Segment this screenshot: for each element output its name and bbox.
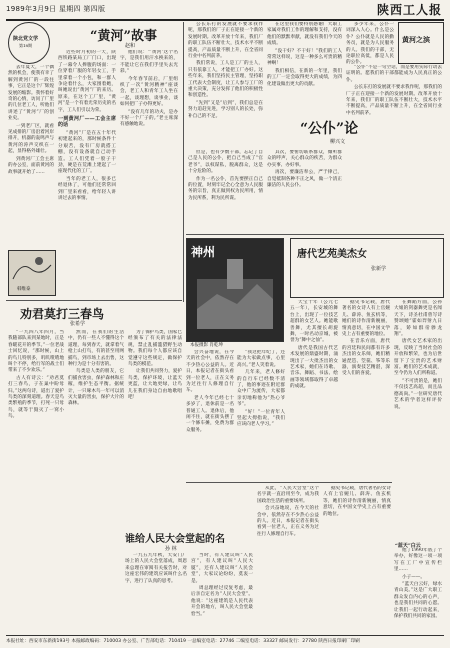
paragraph: 当时，有人建议叫“人民宫”，有人建议叫“人民大厦”，还有人建议叫“人民会堂”，大家议论纷纷，莫衷一是。	[191, 553, 253, 584]
paragraph: 据史书记载，唐代著名的女诗人有上官婉儿、薛涛、鱼玄机等，她们的诗作清新婉丽，情真意切，在中国文学史上占有重要的地位。	[323, 486, 391, 517]
paragraph: “公仆”不是一句空话，而是要用实际行动去证明的。愿我们的干部都能成为人民真正的公仆。	[346, 65, 442, 83]
birds-title: 劝君莫打三春鸟	[20, 307, 105, 321]
paragraph: 当年的老工人，很多已经退休了，可他们还常常回到厂里来看看，给年轻人讲讲过去的事情。	[58, 176, 116, 201]
paragraph: 唐代是我国古代艺术发展的鼎盛时期，涌现出了一大批杰出的女艺术家，她们在诗歌、音乐、舞蹈、书法、绘画等领域都取得了卓越的成就。	[290, 345, 338, 390]
paragraph: 我们常说，工人是工厂的主人，只有依靠工人，才能把工厂办好。这些年来，我们坚持民主管理，坚持职工代表大会制度，让工人参与工厂的重大决策，充分发挥了他们的积极性和创造性。	[188, 61, 263, 99]
paragraph: “蓝天白云好，绿水青山美。”这是广大职工群众发自内心的心声，也是我们共同的心愿。让我们一起行动起来，保护我们共同的家园。	[394, 582, 442, 620]
paragraph: 会兴奋地说，在今天的社会中，依然存在不少热心公益的人。近日，本报记者在街头看到一位老人，正在义务为过往行人修理自行车。	[186, 350, 234, 394]
yellow-river-title: “黄河”故事	[90, 29, 157, 44]
paragraph: 到黄河厂工会主席的办公室，面前黄河的故事就开始了……	[8, 156, 54, 175]
paragraph: 我们相信，在新的一年里，我们的工厂一定会取得更大的成绩，为四化建设做出更大的贡献。	[267, 68, 342, 87]
paragraph: 其次，要密切联系群众，倾听群众的呼声，关心群众的疾苦，为群众办实事、办好事。	[267, 150, 342, 168]
paragraph: 在这里我们要特别感谢广大职工家属对我们工作的理解和支持，没有他们的默默奉献，就没有我们今天的成绩。	[267, 22, 342, 47]
illustration	[8, 250, 56, 296]
paragraph: 唐代女艺术家的出现，反映了当时社会的开放和繁荣，也为后世留下了宝贵的艺术财富。她们的艺术成就，至今仍为人们所称道。	[394, 339, 442, 377]
tang-title: 唐代艺苑美杰女	[297, 249, 367, 260]
paragraph: 公长东打的发展就不要求我作呢，那我们的厂子正在迎接一个新的发展时期。改革开放十年来，我们厂的职工队伍不断壮大，技术水平不断提高，产品质量不断上升，在全省同行业中名列前茅。	[188, 22, 263, 60]
gongpu-body-1	[188, 150, 263, 230]
paragraph: “我这把年纪了，还能为大家做点事，心里高兴。”老人笑着说。	[237, 350, 285, 368]
column-badge-label: 陕北党文学	[13, 36, 39, 42]
hall-title: 谁给人民大会堂起的名	[125, 534, 225, 545]
paragraph: 在舞蹈方面，公孙大娘的剑器舞更是名闻天下，诗圣杜甫曾写诗赞颂她“霍如羿射九日落，矫如群帝骖龙翔”。	[394, 300, 442, 338]
paragraph: 再次，要廉洁奉公，严于律己，自觉抵制各种不正之风，做一个清正廉洁的人民公仆。	[267, 170, 342, 189]
paragraph: 去年夏天，一个偶然的机会，使我有幸了解到黄河厂的一段往事，它正是这个厂辉煌发展的缩影。我怀着好奇的心情，访问了厂里的几位老工人，听他们讲述了“黄河”厂的创业史。	[8, 65, 54, 122]
hall-body-4	[323, 486, 391, 631]
paragraph: 周总理经过反复考虑，最后亲自定名为“人民大会堂”。他说：“这座建筑是人民代表开会的地方，叫人民大会堂最恰当。”	[191, 586, 253, 617]
paragraph: 几年来，老人修好的自行车已经数不清了，他的事迹在附近群众中广为流传，大家都亲切地称他为“热心爷爷”。	[237, 370, 285, 408]
right-top-body-2	[267, 22, 342, 117]
section-divider	[186, 482, 392, 483]
issue-date: 1989年3月9日 星期四 第四版	[6, 5, 106, 13]
tang-body-1	[290, 300, 338, 480]
birds-author: 张希学	[70, 321, 86, 327]
hall-body-1	[125, 553, 187, 631]
photo-caption: 本报摄影 肖乾坤	[190, 343, 223, 348]
paragraph: “好！”一位青年人竖起大拇指说，“我们应该向老人学习。”	[237, 409, 285, 428]
birds-body-2	[68, 330, 124, 525]
paragraph: 一九五九年秋，天安门广场上的人民大会堂落成，周恩来总理在审阅有关报告时，对这座宏伟的建筑应该叫什么名字，进行了认真的思考。	[125, 553, 187, 584]
photo-title: 神州	[191, 245, 216, 259]
paragraph: 小子——。	[402, 574, 425, 580]
paragraph: 老人今年已经七十多岁了，退休前是一名普通工人。退休后，他闲不住，就在街头摆了一个修车摊，免费为群众服务。	[186, 395, 234, 433]
illustration-drawing	[9, 251, 55, 285]
tang-header-box	[290, 238, 444, 298]
photo-image	[187, 239, 283, 341]
yellow-river-body-mid	[58, 50, 116, 290]
paragraph: 他了1990年底了个举办，好像这一项一项写在工厂中宣传栏里……	[394, 548, 442, 573]
gongpu-author: 柳兴文	[330, 139, 346, 145]
paragraph: “没有几年的功夫，是办不好一个厂子的。”老主席深有感触地说。	[120, 109, 178, 128]
paragraph: 他们说：“‘黄河’这个名字，是我们用汗水换来的，不能让它在我们手里失去光彩。”	[120, 50, 178, 75]
gongpu-title: “公仆”论	[300, 121, 359, 137]
paragraph: 今年春节前后，厂里组织了一次“黄河精神”座谈会，老工人和青年工人坐在一起，谈理想，谈事业，谈如何把厂子办得更好。	[120, 76, 178, 108]
gongpu-body-3	[346, 65, 442, 230]
kicker-label: 黄河之滨	[402, 35, 430, 44]
paragraph: 据史书记载，唐代著名的女诗人有上官婉儿、薛涛、鱼玄机等，她们的诗作清新婉丽，情真意切，在中国文学史上占有重要的地位。	[342, 300, 390, 338]
bottom-right-title: “蓝天”白云	[395, 543, 421, 549]
section-divider	[6, 300, 182, 301]
page-header	[6, 3, 444, 21]
photo-body-2	[237, 350, 285, 478]
paragraph: 为了保护鸟类，国家已经颁布了有关的法律法规，禁止乱捕滥猎野生动物。我们每个人都应该自觉遵守这些规定，做保护鸟类的模范。	[128, 330, 182, 368]
hall-body-3	[257, 486, 319, 631]
column-divider	[183, 22, 184, 302]
paragraph: 然而，在我们的生活中，仍有一些人不懂得这个道理，每到春天，就拿着气枪上山打鸟，有的甚至用网捕鸟，到市场上去出售，这种行为是十分有害的。	[68, 330, 124, 368]
right-top-body-1	[188, 22, 263, 147]
paragraph: “一九四八年四月，当我随部队来到某地时，正是春暖花开的季节。”一位老战士回忆说，“那时候，山上的鸟儿特别多，叽叽喳喳地叫个不停，给行军的战士们带来了不少欢乐。”	[8, 330, 64, 374]
photo-feature	[186, 238, 284, 342]
paragraph: 在音乐方面，唐代的宫廷和民间都有许多杰出的女乐师，她们精通琵琶、箜篌、筝等乐器，演奏技艺精湛，深受人们的喜爱。	[342, 339, 390, 377]
hall-body-2	[191, 553, 253, 631]
paragraph: 让我们共同努力，爱护鸟类，保护环境，让蓝天更蓝，让大地更绿，让鸟儿在我们身边自由地歌唱吧！	[128, 369, 182, 401]
page-footer: 本报社址：西安市东新街193号 本报邮政编码：710003 办公室、广告部电话：710419 一总编室电话：27746 二编室电话：33327 邮局发行：27780 陕西日报印刷厂印刷	[6, 635, 444, 644]
paragraph: 近些时月初的一天，陕西铁路某局工厂门口，出现了一幕令人捧腹的场面：一位穿着厂服的年轻女工，手里拿着一个小包，和一群人争论着什么，大家围着她，叫她说出“黄河”厂的来历。原来，在这个工厂里，“黄河”是一个有着光荣历史的名字，工人们引以为荣。	[58, 50, 116, 113]
yellow-river-subheading: 一到黄河厂——工会主席的话	[58, 116, 116, 129]
photo-body-1	[186, 350, 234, 478]
tang-author: 张新学	[371, 266, 387, 272]
tang-body-2	[342, 300, 390, 480]
paragraph: “不可贵的是，她们不仅技艺高超，而且品德高尚。”一位研究唐代艺术的学者这样评价说。	[394, 378, 442, 410]
yellow-river-author: 赵和	[125, 43, 136, 49]
column-badge	[8, 22, 50, 64]
column-badge-sub: 第18期	[19, 43, 33, 48]
birds-body-1	[8, 330, 64, 525]
paragraph: “黄河”厂是在五十年代初建起来的，那时候条件十分艰苦，没有厂房就搭工棚，没有设备就自己动手造。工人们凭着一股子干劲，硬是在荒滩上建起了一座现代化的工厂。	[58, 130, 116, 175]
illustration-signature: 韩维泰	[17, 287, 31, 292]
paragraph: 多少年来，公仆一词深入人心。什么是公仆？公仆就是人民的勤务员，就是为人民服务的人。我们的干部，无论职位高低，都是人民的公仆。	[346, 22, 394, 66]
paragraph: “没干好？不干好！”我们的工人常常这样说，这是一种多么可贵的精神啊！	[267, 48, 342, 67]
paragraph: 作为一名公仆，首先要摆正自己的位置，时刻牢记全心全意为人民服务的宗旨，真正做到权为民所用，情为民所系，利为民所谋。	[188, 176, 263, 201]
gongpu-body-2	[267, 150, 342, 230]
kicker-badge	[398, 22, 444, 64]
yellow-river-body-right	[120, 50, 178, 290]
paragraph: 一到老厂区，就看见成排的厂房沿着河岸排开，机器的轰鸣声与黄河的涛声交织在一起，显得格外雄壮。	[8, 123, 54, 155]
paragraph: 古人有诗云：“劝君莫打三春鸟，子在巢中盼母归。”这两句诗，道出了爱护鸟类的深刻道理。春天是鸟类繁殖的季节，打死一只母鸟，就等于毁灭了一窝小鸟。	[8, 375, 64, 420]
paragraph: 从此，“人民大会堂”这个名字就一直沿用至今，成为我国政治生活的重要场所。	[257, 486, 319, 504]
paper-name: 陕西工人报	[376, 3, 442, 17]
hall-author: 孙 林	[165, 546, 177, 552]
paragraph: 天宝十年（公元七五一年），长安城的舞台上，出现了一位技艺超群的女艺人。她能歌善舞，尤其擅长胡旋舞，一时名动京城，被誉为“舞中之仙”。	[290, 300, 338, 344]
paragraph: 但是，也有少数干部，忘记了自己是人民的公仆，把自己当成了“官老爷”，以权谋私，脱离群众，这是十分危险的。	[188, 150, 263, 175]
paragraph: 鸟类是人类的朋友，它们捕食害虫，保护森林和庄稼，维护生态平衡。据统计，一只啄木鸟一年可以消灭大量的害虫，保护大片的森林。	[68, 369, 124, 407]
paragraph: 会兴奋地说，在今天的社会中，依然存在不少热心公益的人。近日，本报记者在街头看到一位老人，正在义务为过往行人修理自行车。	[257, 506, 319, 537]
bottom-right-body	[394, 548, 442, 632]
section-divider	[186, 234, 444, 235]
yellow-river-body-left	[8, 65, 54, 270]
paragraph: 公长东打的发展就不要求我作呢，那我们的厂子正在迎接一个新的发展时期。改革开放十年来，我们厂的职工队伍不断壮大，技术水平不断提高，产品质量不断上升，在全省同行业中名列前茅。	[346, 85, 442, 116]
birds-body-3	[128, 330, 182, 525]
paragraph: “先到”又是“后到”，我们总是在努力追赶先进，学习别人的长处，弥补自己的不足。	[188, 100, 263, 119]
tang-body-3	[394, 300, 442, 545]
